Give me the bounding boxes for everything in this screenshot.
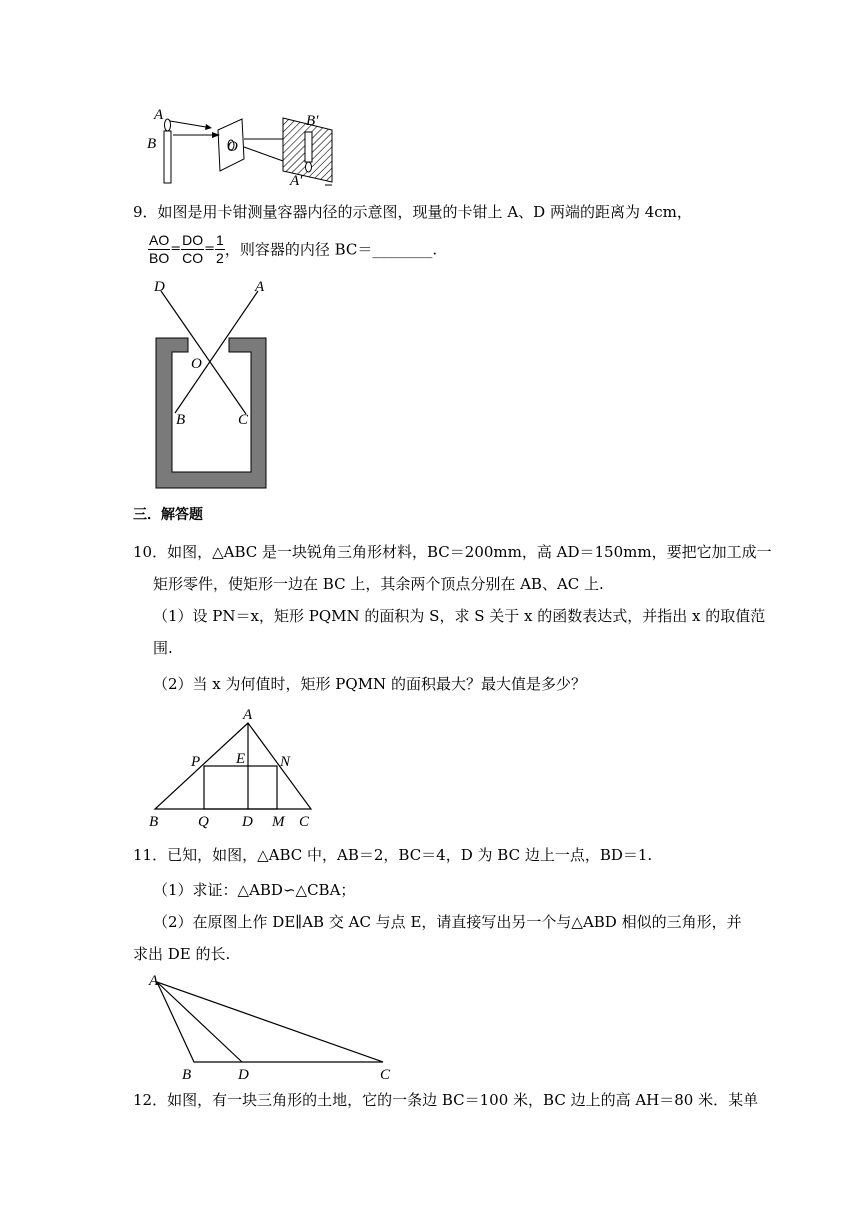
triangle-abd-figure [140,968,400,1083]
label-B-prime: B′ [306,113,319,129]
q10-line1: 10．如图，△ABC 是一块锐角三角形材料，BC＝200mm，高 AD＝150mm，要把它加工成一 [133,543,772,561]
label-D: D [242,814,253,830]
caliper-figure [145,278,275,493]
label-O: O [227,139,238,155]
label-C: C [380,1067,391,1083]
q10-part1-line2: 围. [153,639,173,657]
q10-part2: （2）当 x 为何值时，矩形 PQMN 的面积最大？最大值是多少？ [153,675,586,693]
q9-fraction-half: $\frac{1}{2}$ [216,232,224,266]
candle-flame [165,119,171,131]
q10-part1-line1: （1）设 PN＝x，矩形 PQMN 的面积为 S，求 S 关于 x 的函数表达式，并指出 x 的取值范 [153,607,766,625]
label-B: B [149,814,159,830]
q12-line1: 12．如图，有一块三角形的土地，它的一条边 BC＝100 米，BC 边上的高 AH＝80 米．某单 [133,1091,759,1109]
label-N: N [280,754,291,770]
section-title: 三．解答题 [133,507,203,523]
label-O: O [191,356,202,372]
label-A: A [243,707,253,723]
label-A: A [154,107,164,123]
label-E: E [236,751,246,767]
label-B: B [176,412,186,428]
q11-part2-line2: 求出 DE 的长. [133,945,231,963]
candle-body [164,131,171,183]
label-C: C [299,814,310,830]
label-P: P [191,754,201,770]
label-C: C [238,412,249,428]
q11-line1: 11．已知，如图，△ABC 中，AB＝2，BC＝4，D 为 BC 边上一点，BD＝1. [133,846,653,864]
label-M: M [272,814,285,830]
label-Q: Q [198,814,209,830]
q11-part1: （1）求证：△ABD∽△CBA； [153,881,356,899]
label-B: B [182,1067,192,1083]
label-D: D [154,279,165,295]
label-A: A [255,279,265,295]
segment-ad [157,982,242,1062]
rectangle-pqmn [204,766,277,809]
q9-fraction-do-co: $\frac{DO}{CO}$ [182,232,204,266]
q9-fraction-ao-bo: $\frac{AO}{BO}$ [149,232,170,266]
label-D: D [238,1067,249,1083]
triangle-abc [157,982,383,1062]
triangle-rectangle-figure [140,702,325,832]
q9-line1: 9．如图是用卡钳测量容器内径的示意图，现量的卡钳上 A、D 两端的距离为 4cm， [133,203,692,221]
q11-part2-line1: （2）在原图上作 DE∥AB 交 AC 与点 E，请直接写出另一个与△ABD 相似的三角形，并 [153,913,742,931]
label-B: B [147,136,157,152]
q9-line2-rest: ，则容器的内径 BC＝________. [224,240,438,259]
pinhole-figure [140,105,350,190]
label-A: A [149,973,159,989]
label-A-prime: A′ [290,173,303,189]
q10-line2: 矩形零件，使矩形一边在 BC 上，其余两个顶点分别在 AB、AC 上. [153,575,604,593]
q9-line2: $\frac{AO}{BO}$ = $\frac{DO}{CO}$ = $\frac{1}{2}$ ，则容器的内径 BC＝________. [149,232,438,266]
